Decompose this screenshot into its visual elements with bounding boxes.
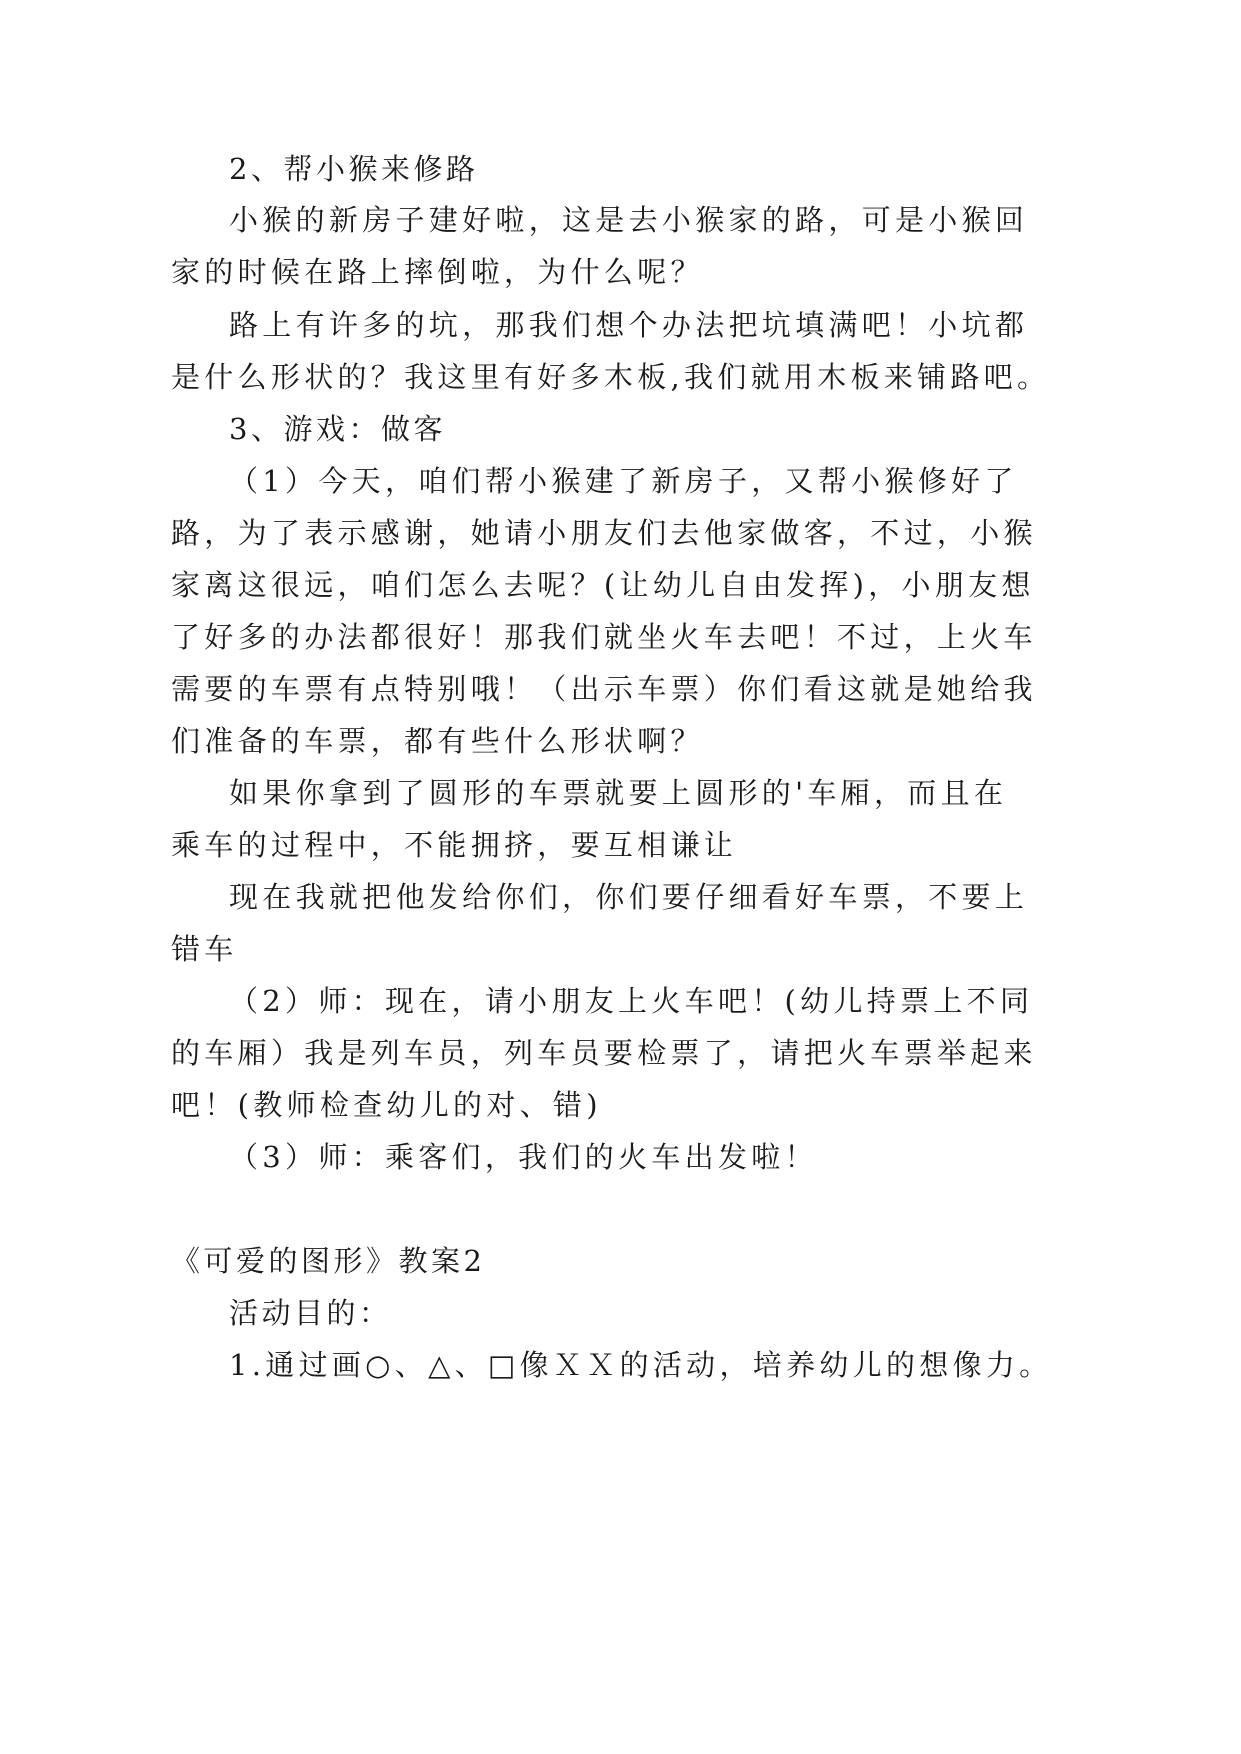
paragraph-line: （2）师：现在，请小朋友上火车吧！(幼儿持票上不同 <box>229 984 1034 1018</box>
paragraph-line: 乘车的过程中，不能拥挤，要互相谦让 <box>171 828 738 862</box>
paragraph-line: 的车厢）我是列车员，列车员要检票了，请把火车票举起来 <box>171 1036 1037 1070</box>
paragraph-line: 小猴的新房子建好啦，这是去小猴家的路，可是小猴回 <box>229 203 1029 237</box>
paragraph-line: 路上有许多的坑，那我们想个办法把坑填满吧！小坑都 <box>229 308 1029 342</box>
section-heading-game: 3、游戏：做客 <box>229 412 446 446</box>
paragraph-line: 吧！(教师检查幼儿的对、错) <box>171 1088 602 1122</box>
paragraph-line: 错车 <box>171 932 238 966</box>
paragraph-line: 家的时候在路上摔倒啦，为什么呢？ <box>171 255 704 289</box>
paragraph-line: 如果你拿到了圆形的车票就要上圆形的'车厢，而且在 <box>229 776 1008 810</box>
paragraph-line: 路，为了表示感谢，她请小朋友们去他家做客，不过，小猴 <box>171 516 1037 550</box>
lesson-plan-title: 《可爱的图形》教案2 <box>171 1244 486 1278</box>
paragraph-line: 家离这很远，咱们怎么去呢？(让幼儿自由发挥)，小朋友想 <box>171 568 1035 602</box>
paragraph-line: 是什么形状的？我这里有好多木板,我们就用木板来铺路吧。 <box>171 360 1051 394</box>
paragraph-line: 了好多的办法都很好！那我们就坐火车去吧！不过，上火车 <box>171 620 1037 654</box>
goals-heading: 活动目的： <box>229 1296 392 1330</box>
paragraph-line: （1）今天，咱们帮小猴建了新房子，又帮小猴修好了 <box>229 464 1018 498</box>
paragraph-line: 现在我就把他发给你们，你们要仔细看好车票，不要上 <box>229 880 1029 914</box>
paragraph-line: 们准备的车票，都有些什么形状啊？ <box>171 724 704 758</box>
section-heading-fix-road: 2、帮小猴来修路 <box>229 152 479 186</box>
paragraph-line: 需要的车票有点特别哦！（出示车票）你们看这就是她给我 <box>171 672 1037 706</box>
paragraph-line: （3）师：乘客们，我们的火车出发啦！ <box>229 1140 818 1174</box>
goal-item: 1.通过画○、△、□像ＸＸ的活动，培养幼儿的想像力。 <box>229 1348 1053 1382</box>
